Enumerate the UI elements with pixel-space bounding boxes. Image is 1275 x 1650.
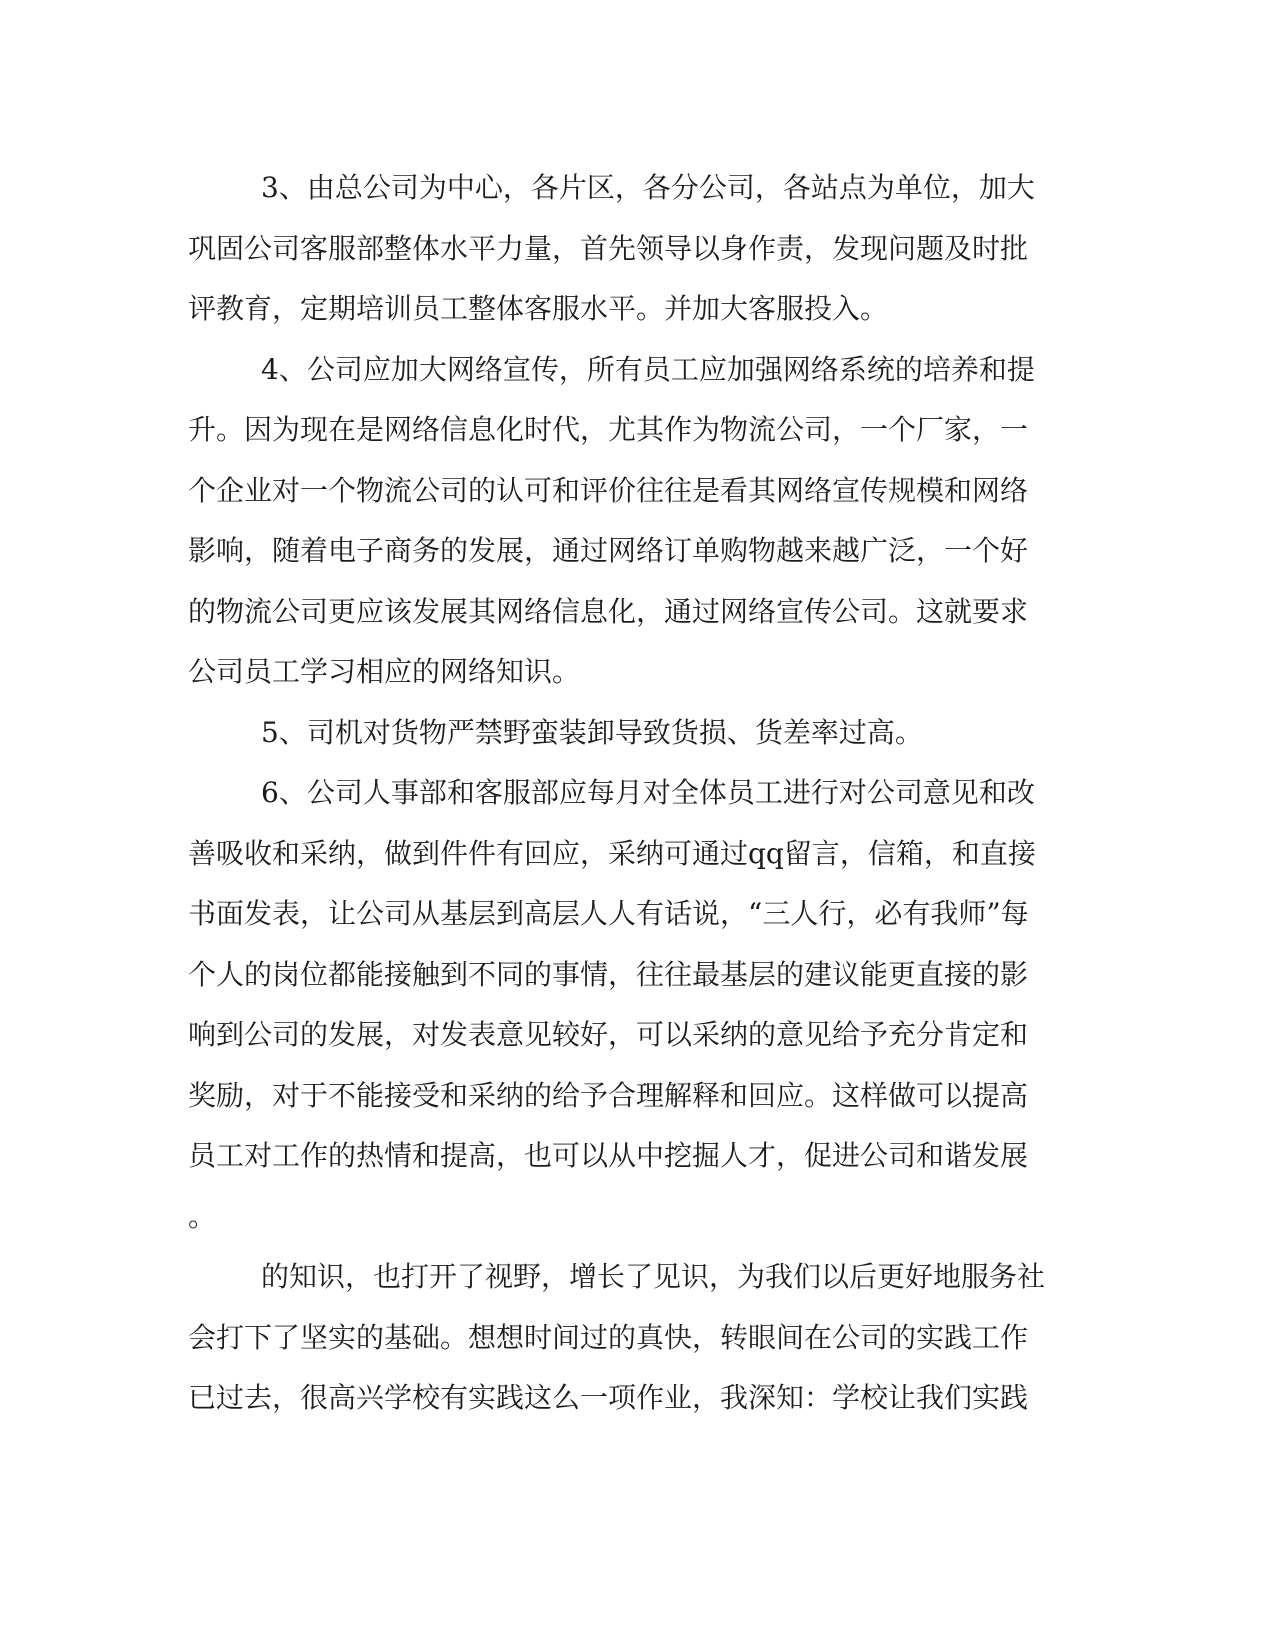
text-line: 已过去，很高兴学校有实践这么一项作业，我深知：学校让我们实践 (188, 1381, 1029, 1414)
text-line: 的知识，也打开了视野，增长了见识，为我们以后更好地服务社 (261, 1260, 1046, 1293)
text-line: 个人的岗位都能接触到不同的事情，往往最基层的建议能更直接的影 (188, 957, 1029, 991)
text-line: 奖励，对于不能接受和采纳的给予合理解释和回应。这样做可以提高 (188, 1078, 1029, 1112)
text-line: 员工对工作的热情和提高，也可以从中挖掘人才，促进公司和谐发展 (188, 1139, 1029, 1172)
text-line: 3、由总公司为中心，各片区，各分公司，各站点为单位，加大 (261, 171, 1035, 204)
text-line: 。 (188, 1199, 217, 1233)
text-line: 5、司机对货物严禁野蛮装卸导致货损、货差率过高。 (261, 715, 923, 749)
text-line: 升。因为现在是网络信息化时代，尤其作为物流公司，一个厂家，一 (188, 413, 1029, 446)
text-line: 评教育，定期培训员工整体客服水平。并加大客服投入。 (188, 292, 889, 325)
paragraph-item-5 (188, 703, 1068, 764)
paragraph-item-4 (188, 340, 1068, 703)
text-line: 公司员工学习相应的网络知识。 (188, 655, 581, 688)
paragraph-closing (188, 1247, 1068, 1429)
text-line: 会打下了坚实的基础。想想时间过的真快，转眼间在公司的实践工作 (188, 1320, 1029, 1354)
paragraph-item-6 (188, 763, 1068, 1247)
text-line: 4、公司应加大网络宣传，所有员工应加强网络系统的培养和提 (261, 352, 1035, 386)
document-body (188, 158, 1068, 1429)
text-line: 影响，随着电子商务的发展，通过网络订单购物越来越广泛，一个好 (188, 534, 1029, 567)
text-line: 巩固公司客服部整体水平力量，首先领导以身作责，发现问题及时批 (188, 231, 1029, 265)
paragraph-item-3 (188, 158, 1068, 340)
text-line: 的物流公司更应该发展其网络信息化，通过网络宣传公司。这就要求 (188, 594, 1029, 628)
text-line: 个企业对一个物流公司的认可和评价往往是看其网络宣传规模和网络 (188, 473, 1029, 507)
text-line: 6、公司人事部和客服部应每月对全体员工进行对公司意见和改 (261, 776, 1035, 809)
text-line: 书面发表，让公司从基层到高层人人有话说，“三人行，必有我师”每 (188, 897, 1029, 930)
text-line: 善吸收和采纳，做到件件有回应，采纳可通过qq留言，信箱，和直接 (188, 836, 1036, 870)
text-line: 响到公司的发展，对发表意见较好，可以采纳的意见给予充分肯定和 (188, 1018, 1029, 1051)
